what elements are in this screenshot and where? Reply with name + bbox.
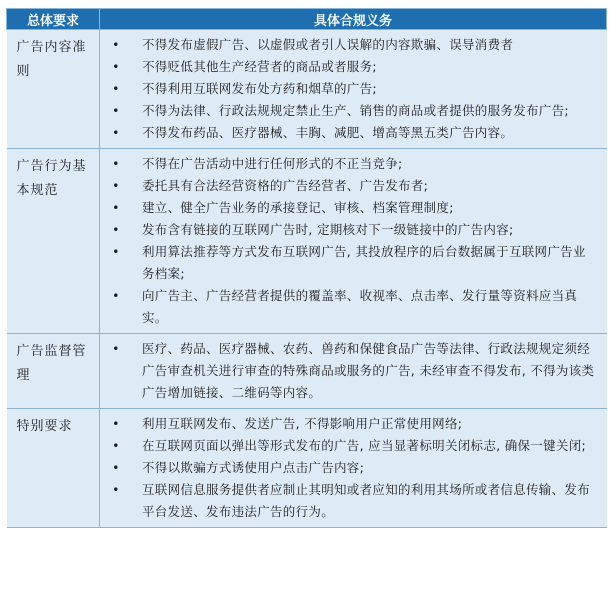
obligation-text: 不得在广告活动中进行任何形式的不正当竞争; xyxy=(142,156,403,171)
obligations-cell xyxy=(100,149,607,334)
bullet-icon: • xyxy=(112,417,120,431)
list-item xyxy=(100,56,599,78)
bullet-icon: • xyxy=(112,82,120,96)
obligation-text: 向广告主、广告经营者提供的覆盖率、收视率、点击率、发行量等资料应当真实。 xyxy=(142,288,578,325)
list-item xyxy=(100,479,599,523)
category-cell: 广告监督管理 xyxy=(7,334,100,409)
obligation-text: 委托具有合法经营资格的广告经营者、广告发布者; xyxy=(142,178,429,193)
obligation-text: 利用算法推荐等方式发布互联网广告, 其投放程序的后台数据属于互联网广告业务档案; xyxy=(142,244,586,281)
obligation-list xyxy=(100,338,599,404)
obligations-cell xyxy=(100,30,607,149)
compliance-table-container xyxy=(6,8,606,528)
list-item xyxy=(100,153,599,175)
obligation-text: 不得为法律、行政法规规定禁止生产、销售的商品或者提供的服务发布广告; xyxy=(142,103,569,118)
table-row-basic-conduct xyxy=(7,149,607,334)
obligation-list xyxy=(100,153,599,329)
bullet-icon: • xyxy=(112,245,120,259)
obligation-text: 在互联网页面以弹出等形式发布的广告, 应当显著标明关闭标志, 确保一键关闭; xyxy=(142,438,587,453)
category-cell: 广告内容准则 xyxy=(7,30,100,149)
table-row-content-guidelines xyxy=(7,30,607,149)
list-item xyxy=(100,285,599,329)
obligation-list xyxy=(100,413,599,523)
bullet-icon: • xyxy=(112,179,120,193)
table-row-supervision xyxy=(7,334,607,409)
obligation-text: 不得发布虚假广告、以虚假或者引人误解的内容欺骗、误导消费者 xyxy=(142,37,514,52)
table-header-row xyxy=(7,9,607,30)
bullet-icon: • xyxy=(112,461,120,475)
category-cell: 广告行为基本规范 xyxy=(7,149,100,334)
obligation-text: 互联网信息服务提供者应制止其明知或者应知的利用其场所或者信息传输、发布平台发送、发布违法广告的行为。 xyxy=(142,482,591,519)
obligation-text: 建立、健全广告业务的承接登记、审核、档案管理制度; xyxy=(142,200,454,215)
list-item xyxy=(100,338,599,404)
obligation-list xyxy=(100,34,599,144)
bullet-icon: • xyxy=(112,60,120,74)
category-cell: 特别要求 xyxy=(7,409,100,528)
compliance-table xyxy=(6,8,607,528)
bullet-icon: • xyxy=(112,201,120,215)
list-item xyxy=(100,34,599,56)
header-general-requirements: 总体要求 xyxy=(7,9,100,30)
list-item xyxy=(100,457,599,479)
bullet-icon: • xyxy=(112,223,120,237)
obligation-text: 不得发布药品、医疗器械、丰胸、减肥、增高等黑五类广告内容。 xyxy=(142,125,514,140)
header-compliance-obligations: 具体合规义务 xyxy=(100,9,607,30)
obligation-text: 不得贬低其他生产经营者的商品或者服务; xyxy=(142,59,377,74)
list-item xyxy=(100,435,599,457)
obligations-cell xyxy=(100,334,607,409)
obligation-text: 不得以欺骗方式诱使用户点击广告内容; xyxy=(142,460,365,475)
obligations-cell xyxy=(100,409,607,528)
obligation-text: 发布含有链接的互联网广告时, 定期核对下一级链接中的广告内容; xyxy=(142,222,514,237)
list-item xyxy=(100,219,599,241)
bullet-icon: • xyxy=(112,38,120,52)
bullet-icon: • xyxy=(112,289,120,303)
table-row-special-requirements xyxy=(7,409,607,528)
obligation-text: 医疗、药品、医疗器械、农药、兽药和保健食品广告等法律、行政法规规定须经广告审查机关进行审查的特殊商品或服务的广告, 未经审查不得发布, 不得为该类广告增加链接、二维码等内容。 xyxy=(142,341,595,400)
obligation-text: 利用互联网发布、发送广告, 不得影响用户正常使用网络; xyxy=(142,416,463,431)
list-item xyxy=(100,241,599,285)
bullet-icon: • xyxy=(112,157,120,171)
bullet-icon: • xyxy=(112,104,120,118)
list-item xyxy=(100,175,599,197)
list-item xyxy=(100,413,599,435)
obligation-text: 不得利用互联网发布处方药和烟草的广告; xyxy=(142,81,377,96)
list-item xyxy=(100,78,599,100)
list-item xyxy=(100,122,599,144)
bullet-icon: • xyxy=(112,126,120,140)
list-item xyxy=(100,197,599,219)
bullet-icon: • xyxy=(112,342,120,356)
bullet-icon: • xyxy=(112,439,120,453)
list-item xyxy=(100,100,599,122)
bullet-icon: • xyxy=(112,483,120,497)
